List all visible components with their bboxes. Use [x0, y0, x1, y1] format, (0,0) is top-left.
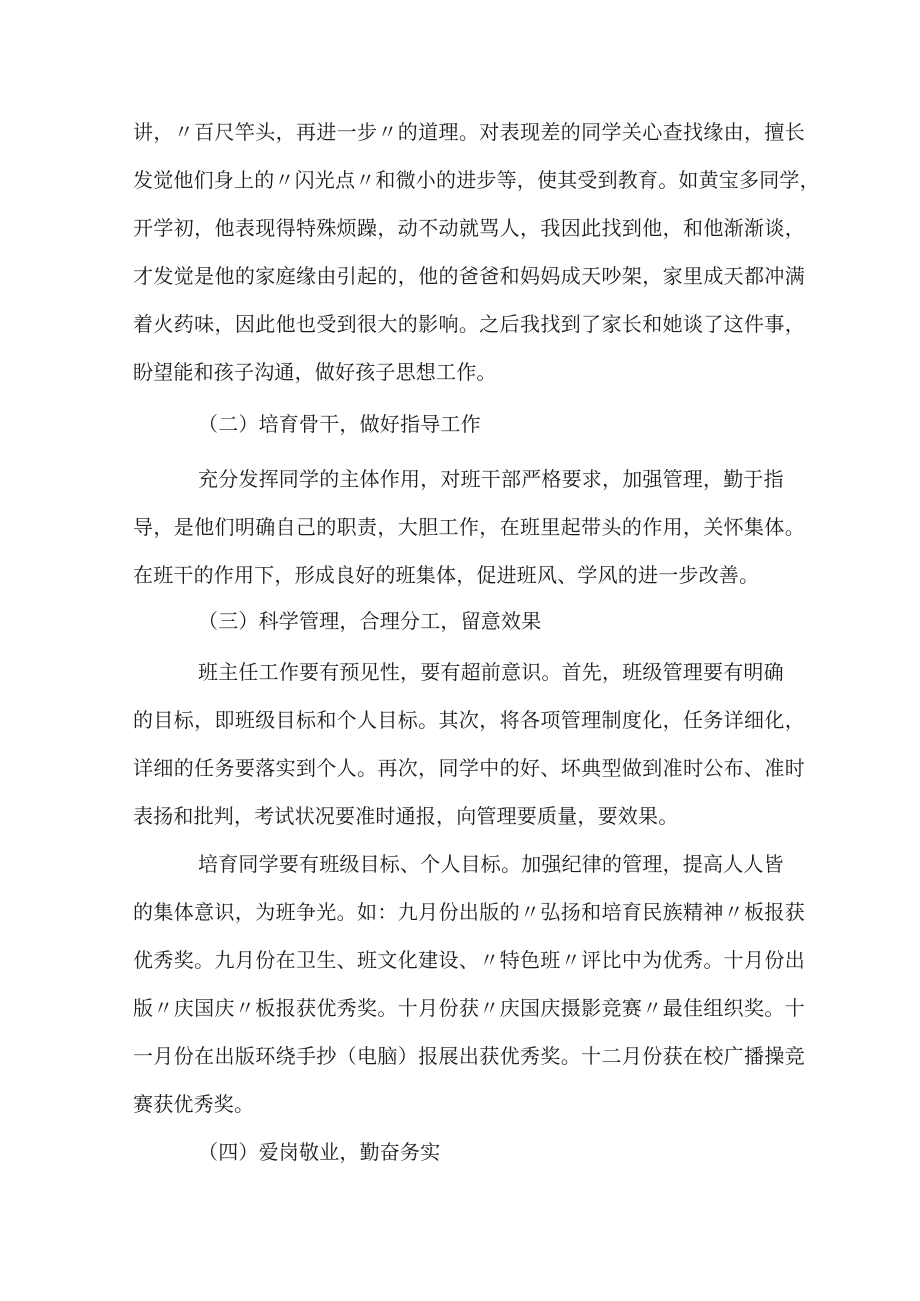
- paragraph-line: 优秀奖。九月份在卫生、班文化建设、〃特色班〃评比中为优秀。十月份出: [133, 948, 805, 972]
- paragraph-line: 开学初，他表现得特殊烦躁，动不动就骂人，我因此找到他，和他渐渐谈，: [133, 216, 805, 240]
- paragraph-line: 在班干的作用下，形成良好的班集体，促进班风、学风的进一步改善。: [133, 563, 760, 587]
- paragraph-line: 才发觉是他的家庭缘由引起的，他的爸爸和妈妈成天吵架，家里成天都冲满: [133, 264, 805, 288]
- paragraph-line: 的目标，即班级目标和个人目标。其次，将各项管理制度化，任务详细化，: [133, 708, 805, 732]
- paragraph-line: 发觉他们身上的〃闪光点〃和微小的进步等，使其受到教育。如黄宝多同学，: [133, 168, 820, 192]
- paragraph-line: 详细的任务要落实到个人。再次，同学中的好、坏典型做到准时公布、准时: [133, 756, 805, 780]
- paragraph-line: 着火药味，因此他也受到很大的影响。之后我找到了家长和她谈了这件事，: [133, 312, 805, 336]
- paragraph-line: 赛获优秀奖。: [133, 1092, 255, 1116]
- paragraph-line: 表扬和批判，考试状况要准时通报，向管理要质量，要效果。: [133, 804, 679, 828]
- paragraph-line: 一月份在出版环绕手抄（电脑）报展出获优秀奖。十二月份获在校广播操竞: [133, 1044, 805, 1068]
- paragraph-line: 的集体意识，为班争光。如：九月份出版的〃弘扬和培育民族精神〃板报获: [133, 900, 805, 924]
- section-heading-3: （三）科学管理，合理分工，留意效果: [198, 609, 542, 633]
- paragraph-line-indented: 培育同学要有班级目标、个人目标。加强纪律的管理，提高人人皆: [198, 852, 784, 876]
- paragraph-line: 导，是他们明确自己的职责，大胆工作，在班里起带头的作用，关怀集体。: [133, 515, 805, 539]
- paragraph-line: 盼望能和孩子沟通，做好孩子思想工作。: [133, 360, 497, 384]
- section-heading-2: （二）培育骨干，做好指导工作: [198, 412, 481, 436]
- section-heading-4: （四）爱岗敬业，勤奋务实: [198, 1140, 441, 1164]
- paragraph-line-indented: 班主任工作要有预见性，要有超前意识。首先，班级管理要有明确: [198, 660, 784, 684]
- paragraph-line: 版〃庆国庆〃板报获优秀奖。十月份获〃庆国庆摄影竞赛〃最佳组织奖。十: [133, 996, 805, 1020]
- paragraph-line: 讲，〃百尺竿头，再进一步〃的道理。对表现差的同学关心查找缘由，擅长: [133, 120, 805, 144]
- paragraph-line-indented: 充分发挥同学的主体作用，对班干部严格要求，加强管理，勤于指: [198, 467, 784, 491]
